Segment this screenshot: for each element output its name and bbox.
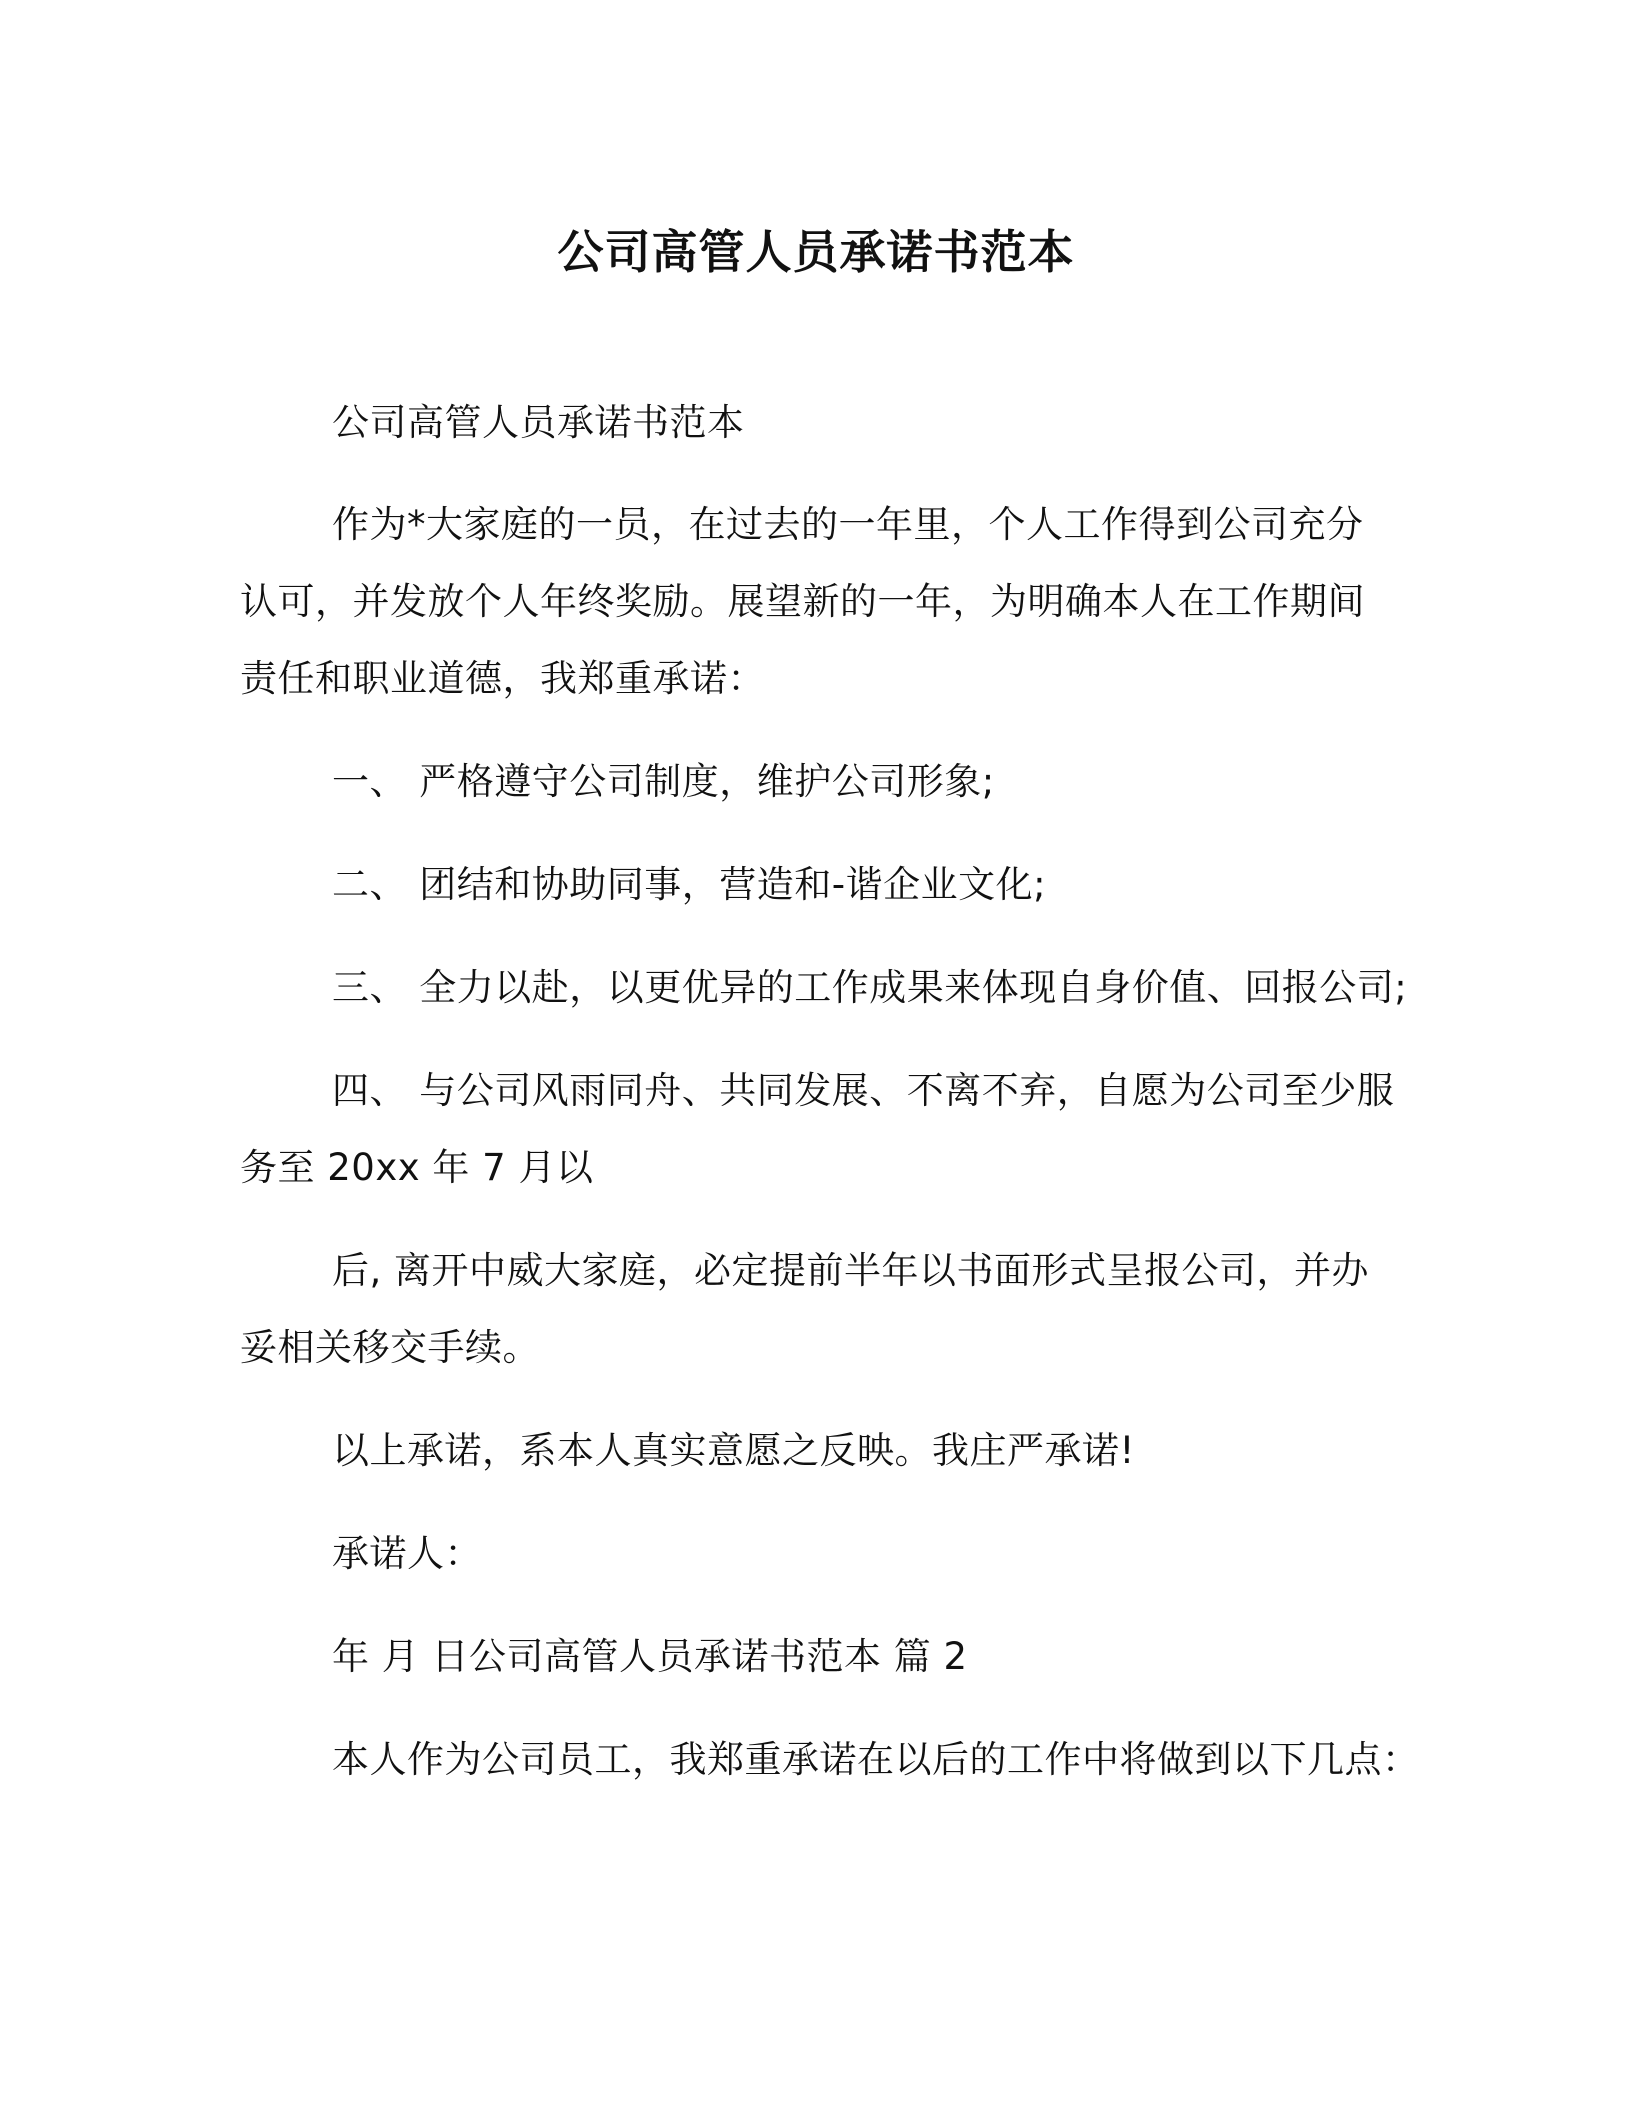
list-item-3: 三、 全力以赴，以更优异的工作成果来体现自身价值、回报公司; [332, 966, 1408, 1009]
list-item-4: 四、 与公司风雨同舟、共同发展、不离不弃，自愿为公司至少服 [332, 1069, 1395, 1112]
paragraph-line: 作为*大家庭的一员，在过去的一年里，个人工作得到公司充分 [332, 503, 1364, 546]
list-item-2: 二、 团结和协助同事，营造和-谐企业文化; [332, 863, 1047, 906]
paragraph-line: 认可，并发放个人年终奖励。展望新的一年，为明确本人在工作期间 [240, 580, 1365, 623]
paragraph-line: 妥相关移交手续。 [240, 1326, 540, 1369]
paragraph-line: 责任和职业道德，我郑重承诺： [240, 657, 765, 700]
paragraph-line: 后, 离开中威大家庭，必定提前半年以书面形式呈报公司，并办 [332, 1249, 1370, 1292]
signatory-label: 承诺人： [332, 1532, 482, 1575]
date-and-section-heading: 年 月 日公司高管人员承诺书范本 篇 2 [332, 1635, 968, 1678]
paragraph-line: 本人作为公司员工，我郑重承诺在以后的工作中将做到以下几点： [332, 1738, 1420, 1781]
pledge-statement: 以上承诺，系本人真实意愿之反映。我庄严承诺! [332, 1429, 1135, 1472]
document-title: 公司高管人员承诺书范本 [557, 225, 1075, 279]
subtitle-line: 公司高管人员承诺书范本 [332, 401, 745, 444]
list-item-1: 一、 严格遵守公司制度，维护公司形象; [332, 760, 995, 803]
paragraph-line: 务至 20xx 年 7 月以 [240, 1146, 594, 1189]
